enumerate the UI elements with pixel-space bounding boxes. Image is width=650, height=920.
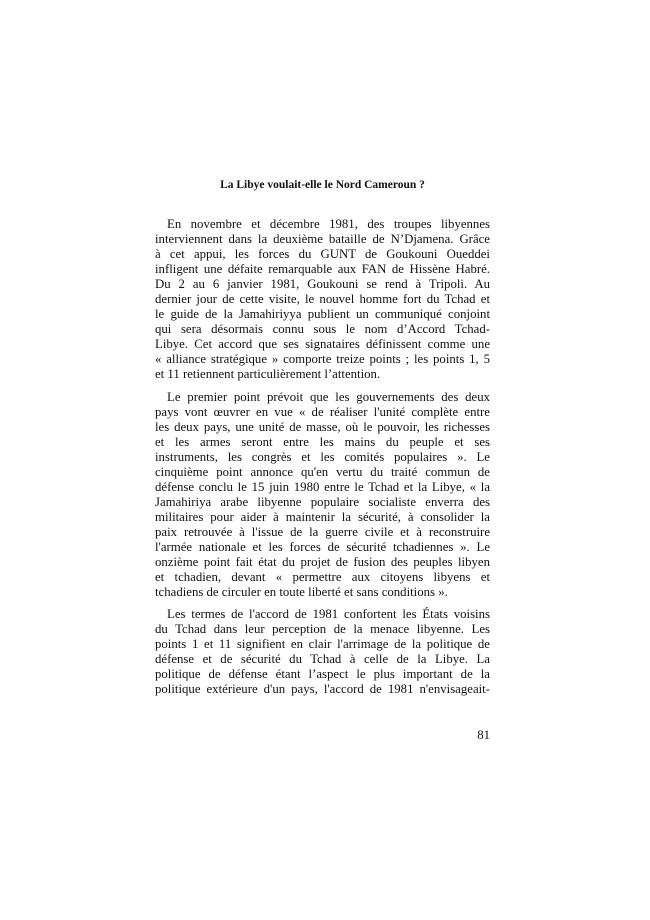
text-line: paix retrouvée à l'issue de la guerre civile et à reconstruire [155,524,490,539]
body-text [155,217,490,705]
text-line: Jamahiriya arabe libyenne populaire socialiste enverra des [155,494,490,509]
paragraph [155,390,490,600]
text-line: infligent une défaite remarquable aux FAN de Hissène Habré. [155,262,490,276]
text-line: Libye. Cet accord que ses signataires définissent comme une [155,337,490,351]
text-line: qui sera désormais connu sous le nom d’Accord Tchad- [155,322,490,336]
text-line: onzième point fait état du projet de fusion des peuples libyen [155,554,490,569]
paragraph [155,607,490,697]
text-line: points 1 et 11 signifient en clair l'arrimage de la politique de [155,637,490,651]
text-line: « alliance stratégique » comporte treize points ; les points 1, 5 [155,352,490,366]
text-line: et tchadien, devant « permettre aux citoyens libyens et [155,569,490,584]
text-line: En novembre et décembre 1981, des troupes libyennes [167,217,490,231]
text-line: dernier jour de cette visite, le nouvel homme fort du Tchad et [155,292,490,306]
text-line: instruments, les congrès et les comités populaires ». Le [155,449,490,464]
text-line: interviennent dans la deuxième bataille de N’Djamena. Grâce [155,232,490,246]
text-line: tchadiens de circuler en toute liberté et sans conditions ». [155,584,448,599]
text-line: cinquième point annonce qu'en vertu du traité commun de [155,464,490,479]
paragraph [155,217,490,382]
text-line: l'armée nationale et les forces de sécurité tchadiennes ». Le [155,539,490,554]
text-line: Le premier point prévoit que les gouvernements des deux [167,389,490,404]
text-line: politique de défense étant l’aspect le plus important de la [155,667,490,681]
text-line: et 11 retiennent particulièrement l’attention. [155,367,381,381]
text-line: défense conclu le 15 juin 1980 entre le Tchad et la Libye, « la [155,479,490,494]
text-line: pays vont œuvrer en vue « de réaliser l'unité complète entre [155,404,490,419]
text-line: politique extérieure d'un pays, l'accord de 1981 n'envisageait- [155,682,490,696]
chapter-title: La Libye voulait-elle le Nord Cameroun ? [220,179,425,191]
text-line: Du 2 au 6 janvier 1981, Goukouni se rend à Tripoli. Au [155,277,490,291]
text-line: à cet appui, les forces du GUNT de Goukouni Oueddei [155,247,490,261]
text-line: Les termes de l'accord de 1981 confortent les États voisins [167,607,490,621]
text-line: du Tchad dans leur perception de la menace libyenne. Les [155,622,490,636]
text-line: et les armes seront entre les mains du peuple et ses [155,434,490,449]
text-line: militaires pour aider à maintenir la sécurité, à consolider la [155,509,490,524]
text-line: les deux pays, une unité de masse, où le pouvoir, les richesses [155,419,490,434]
page-number: 81 [477,728,490,742]
text-line: défense et de sécurité du Tchad à celle de la Libye. La [155,652,490,666]
text-line: le guide de la Jamahiriyya publient un communiqué conjoint [155,307,490,321]
